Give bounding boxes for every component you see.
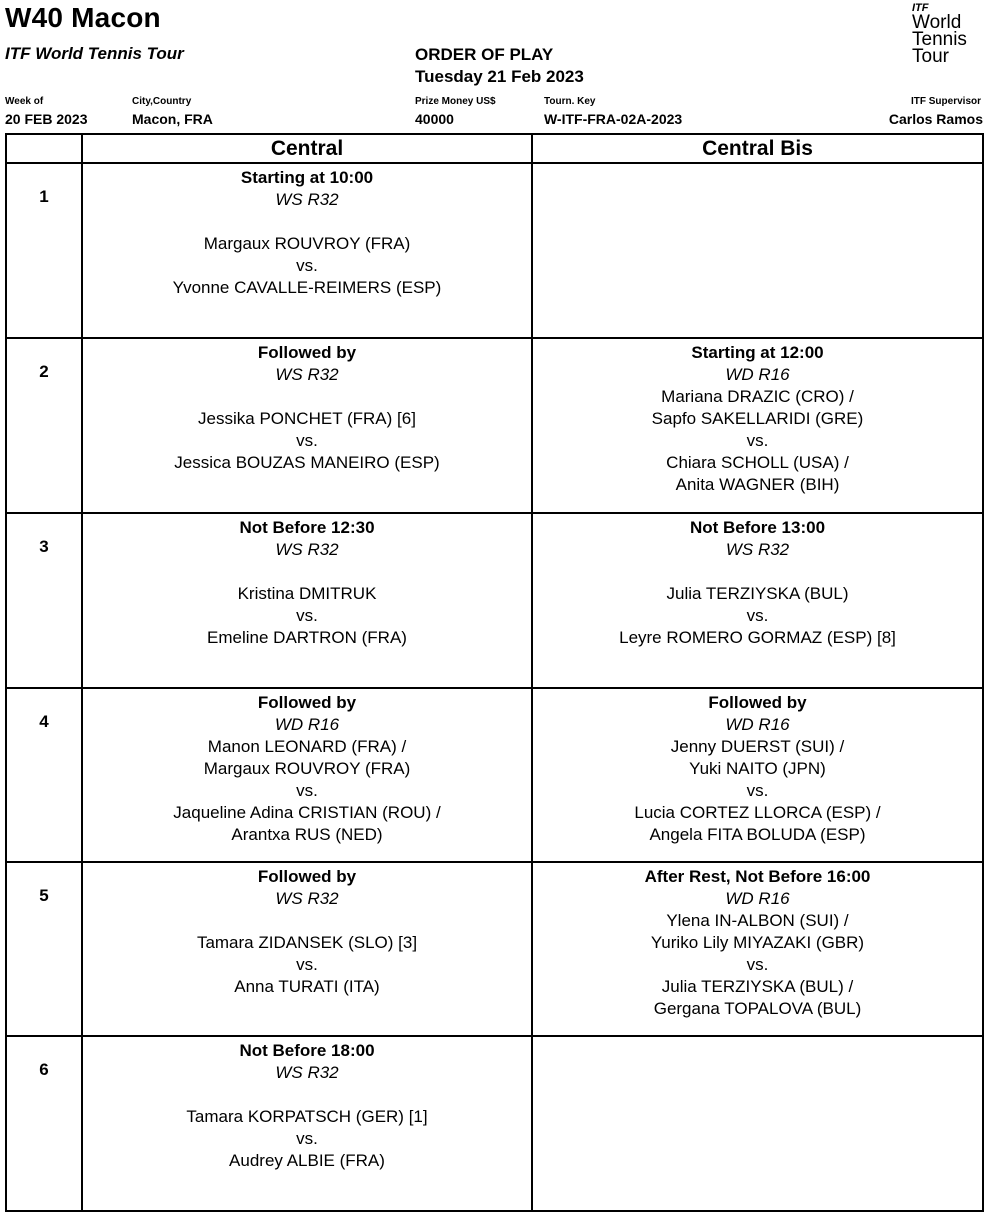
court-header-central-bis: Central Bis: [532, 134, 983, 163]
versus-label: vs.: [296, 256, 318, 275]
match-cell-central-bis: [532, 513, 983, 688]
match-time: Followed by: [257, 867, 357, 886]
player-line: Tamara ZIDANSEK (SLO) [3]: [196, 933, 418, 952]
match-time: Followed by: [257, 343, 357, 362]
match-round: WD R16: [725, 715, 790, 734]
row-number: 1: [6, 163, 82, 338]
itf-world-tennis-tour-logo: [912, 2, 982, 65]
row-number-header: [6, 134, 82, 163]
versus-label: vs.: [296, 606, 318, 625]
match-cell-central-bis: [532, 1036, 983, 1211]
match-cell-central-bis: [532, 688, 983, 862]
row-number: 5: [6, 862, 82, 1036]
player-line: Margaux ROUVROY (FRA): [203, 759, 411, 778]
match-time: Starting at 12:00: [691, 343, 824, 362]
match-cell-central-bis: [532, 862, 983, 1036]
match-time: Not Before 13:00: [689, 518, 826, 537]
court-header-row: [6, 134, 983, 163]
order-of-play-label: ORDER OF PLAY: [415, 45, 554, 64]
match-time: Followed by: [708, 693, 807, 712]
player-line: Yvonne CAVALLE-REIMERS (ESP): [172, 278, 442, 297]
match-cell-central-bis: [532, 163, 983, 338]
match-row: [6, 338, 983, 513]
match-round: WD R16: [725, 889, 790, 908]
order-of-play-heading: [415, 44, 584, 88]
player-line: Angela FITA BOLUDA (ESP): [649, 825, 866, 844]
versus-label: vs.: [296, 781, 318, 800]
row-number: 3: [6, 513, 82, 688]
match-round: WS R32: [275, 1063, 339, 1082]
match-round: WS R32: [275, 540, 339, 559]
spacer: [83, 561, 531, 583]
player-line: Yuki NAITO (JPN): [689, 759, 826, 778]
prize-value: 40000: [415, 111, 454, 127]
row-number: 4: [6, 688, 82, 862]
match-cell-central: [82, 1036, 532, 1211]
match-cell-central-bis: [532, 338, 983, 513]
match-cell-central: [82, 338, 532, 513]
row-number: 2: [6, 338, 82, 513]
prize-label: Prize Money US$: [415, 96, 496, 107]
player-line: Kristina DMITRUK: [237, 584, 377, 603]
player-line: Tamara KORPATSCH (GER) [1]: [186, 1107, 428, 1126]
match-round: WD R16: [725, 365, 790, 384]
player-line: Ylena IN-ALBON (SUI) /: [666, 911, 849, 930]
match-row: [6, 862, 983, 1036]
match-time: Starting at 10:00: [240, 168, 374, 187]
tour-subtitle: ITF World Tennis Tour: [5, 44, 184, 63]
logo-line-2: Tennis: [912, 29, 967, 50]
logo-itf-text: ITF: [912, 2, 929, 14]
play-date: Tuesday 21 Feb 2023: [415, 67, 584, 86]
player-line: Mariana DRAZIC (CRO) /: [661, 387, 854, 406]
match-row: [6, 1036, 983, 1211]
match-round: WS R32: [275, 190, 339, 209]
match-round: WS R32: [275, 889, 339, 908]
week-value: 20 FEB 2023: [5, 111, 88, 127]
spacer: [83, 910, 531, 932]
player-line: Julia TERZIYSKA (BUL) /: [661, 977, 854, 996]
match-cell-central: [82, 163, 532, 338]
tournament-key-value: W-ITF-FRA-02A-2023: [544, 111, 683, 127]
versus-label: vs.: [296, 431, 318, 450]
versus-label: vs.: [296, 955, 318, 974]
player-line: Manon LEONARD (FRA) /: [207, 737, 407, 756]
spacer: [83, 386, 531, 408]
tournament-title: W40 Macon: [5, 2, 161, 33]
city-label: City,Country: [132, 96, 192, 107]
match-time: Followed by: [257, 693, 357, 712]
player-line: Lucia CORTEZ LLORCA (ESP) /: [634, 803, 881, 822]
match-row: [6, 688, 983, 862]
spacer: [83, 1084, 531, 1106]
versus-label: vs.: [746, 781, 769, 800]
match-cell-central: [82, 862, 532, 1036]
spacer: [83, 211, 531, 233]
match-round: WD R16: [274, 715, 340, 734]
player-line: Anna TURATI (ITA): [234, 977, 380, 996]
logo-line-3: Tour: [912, 46, 949, 67]
player-line: Audrey ALBIE (FRA): [229, 1151, 385, 1170]
versus-label: vs.: [746, 431, 769, 450]
court-header-central: Central: [82, 134, 532, 163]
player-line: Margaux ROUVROY (FRA): [203, 234, 411, 253]
versus-label: vs.: [296, 1129, 318, 1148]
versus-label: vs.: [746, 606, 769, 625]
match-cell-central: [82, 688, 532, 862]
player-line: Chiara SCHOLL (USA) /: [666, 453, 849, 472]
player-line: Emeline DARTRON (FRA): [207, 628, 407, 647]
match-cell-central: [82, 513, 532, 688]
player-line: Sapfo SAKELLARIDI (GRE): [651, 409, 864, 428]
match-rows: [6, 163, 983, 1211]
player-line: Gergana TOPALOVA (BUL): [653, 999, 862, 1018]
player-line: Jessica BOUZAS MANEIRO (ESP): [174, 453, 440, 472]
match-time: After Rest, Not Before 16:00: [644, 867, 871, 886]
player-line: Jenny DUERST (SUI) /: [670, 737, 845, 756]
supervisor-value: Carlos Ramos: [888, 111, 983, 127]
player-line: Arantxa RUS (NED): [231, 825, 383, 844]
player-line: Julia TERZIYSKA (BUL): [666, 584, 849, 603]
logo-line-1: World: [912, 12, 962, 33]
match-time: Not Before 12:30: [239, 518, 375, 537]
match-round: WS R32: [725, 540, 790, 559]
player-line: Yuriko Lily MIYAZAKI (GBR): [650, 933, 865, 952]
row-number: 6: [6, 1036, 82, 1211]
order-of-play-table: [5, 133, 984, 1212]
match-round: WS R32: [275, 365, 339, 384]
city-value: Macon, FRA: [132, 111, 213, 127]
match-row: [6, 163, 983, 338]
versus-label: vs.: [746, 955, 769, 974]
spacer: [533, 561, 982, 583]
player-line: Jaqueline Adina CRISTIAN (ROU) /: [173, 803, 441, 822]
match-row: [6, 513, 983, 688]
week-label: Week of: [5, 96, 44, 107]
tournament-key-label: Tourn. Key: [544, 96, 596, 107]
player-line: Jessika PONCHET (FRA) [6]: [198, 409, 416, 428]
match-time: Not Before 18:00: [239, 1041, 375, 1060]
player-line: Leyre ROMERO GORMAZ (ESP) [8]: [619, 628, 896, 647]
player-line: Anita WAGNER (BIH): [675, 475, 840, 494]
supervisor-label: ITF Supervisor: [910, 96, 981, 107]
